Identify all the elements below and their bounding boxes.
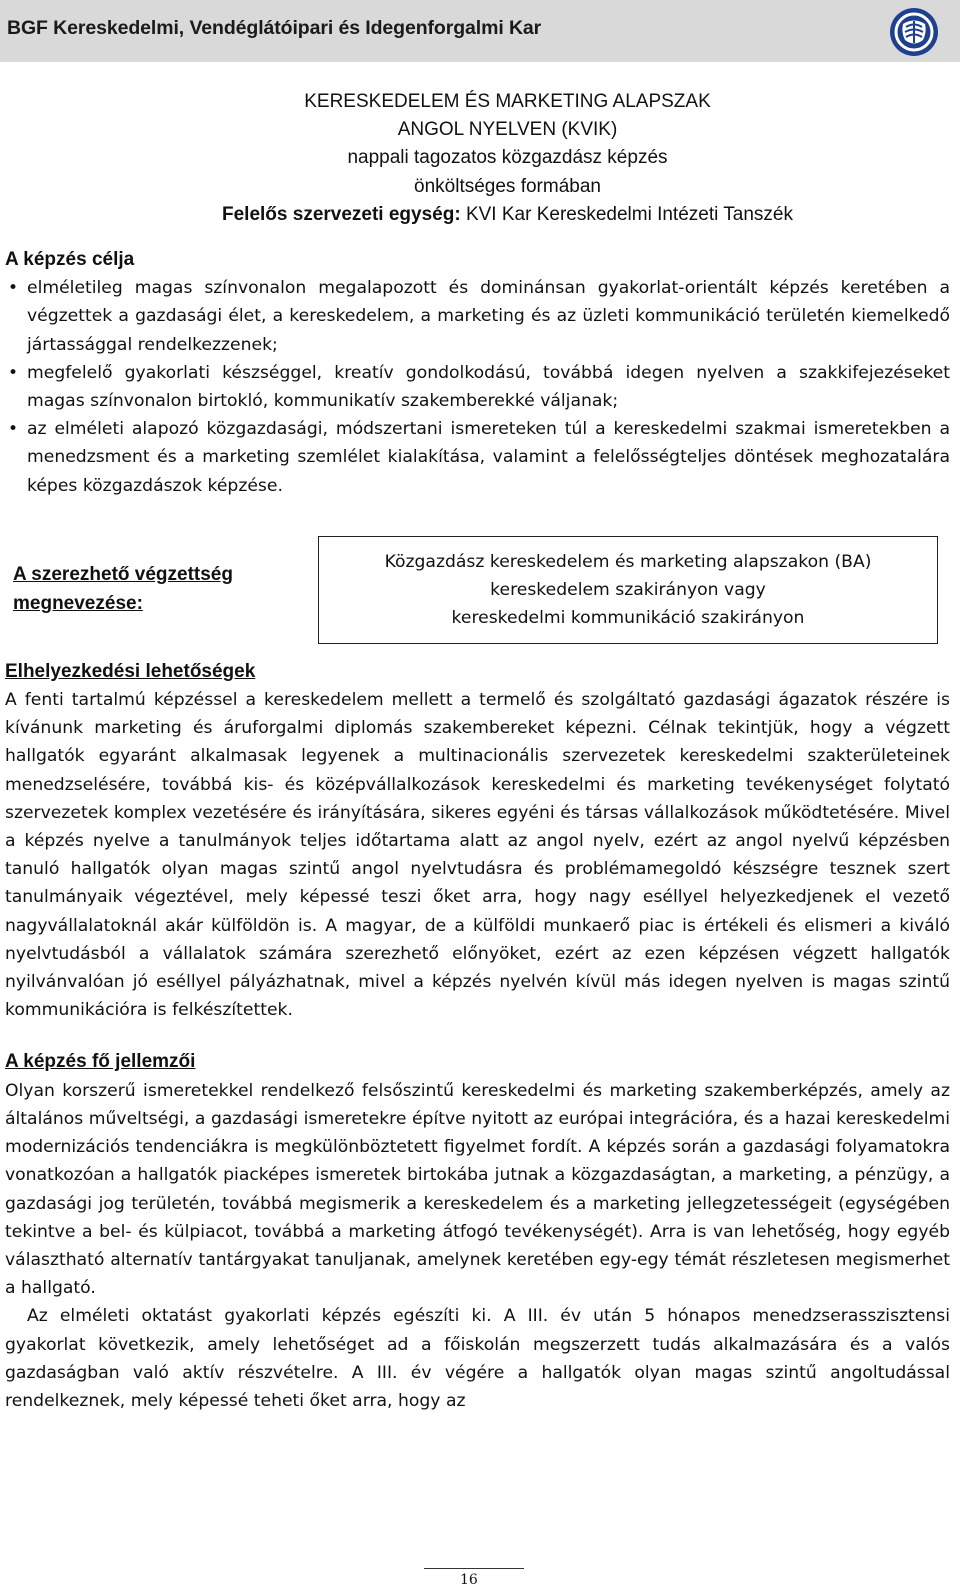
features-heading: A képzés fő jellemzői: [5, 1051, 196, 1073]
responsible-unit-value: KVI Kar Kereskedelmi Intézeti Tanszék: [460, 203, 793, 225]
institution-name: BGF Kereskedelmi, Vendéglátóipari és Idegenforgalmi Kar: [7, 17, 542, 39]
degree-name-line: kereskedelem szakirányon vagy: [490, 580, 766, 601]
program-type: nappali tagozatos közgazdász képzés: [347, 147, 668, 169]
page-number: 16: [460, 1572, 478, 1588]
features-section: [5, 1048, 950, 1415]
features-paragraph: Olyan korszerű ismeretekkel rendelkező felsőszintű kereskedelmi és marketing szakemberképzés, amely az általános műveltségi, a gazdasági ismeretekre építve nyitott az európai integrációra, és a hazai kereskedelmi modernizációs tendenciákra is megkülönböztetett figyelmet fordít. A képzés során a gazdasági folyamatokra vonatkozóan a hallgatók piacképes ismeretek birtokába jutnak a közgazdaságtan, a marketing, a pénzügy, a gazdasági jog területén, továbbá megismerik a kereskedelem és a marketing jellegzetességeit (egységében tekintve a bel- és külpiacot, továbbá a marketing átfogó tevékenységét). Arra is van lehetőség, hogy egyéb választható alternatív tantárgyakat tanuljanak, amelynek keretében egy-egy témát részletesen megismerhet a hallgató.: [5, 1080, 950, 1299]
degree-name-line: Közgazdász kereskedelem és marketing alapszakon (BA): [384, 551, 872, 572]
program-subtitle: ANGOL NYELVEN (KVIK): [397, 119, 618, 141]
responsible-unit: [65, 201, 950, 229]
degree-box: [318, 536, 938, 644]
goals-heading: A képzés célja: [5, 249, 135, 271]
program-title: KERESKEDELEM ÉS MARKETING ALAPSZAK: [304, 91, 711, 112]
employment-section: [5, 658, 950, 1025]
goals-list: [5, 274, 950, 500]
employment-heading: Elhelyezkedési lehetőségek: [5, 660, 256, 682]
degree-label: [13, 560, 233, 618]
goal-item: • megfelelő gyakorlati készséggel, kreatív gondolkodású, továbbá idegen nyelven a szakkifejezéseket magas színvonalon birtokló, kommunikatív szakemberekké váljanak;: [27, 359, 950, 415]
program-title-block: [5, 88, 950, 229]
employment-text: A fenti tartalmú képzéssel a kereskedelem mellett a termelő és szolgáltató gazdasági ágazatok részére is kívánunk marketing és áruforgalmi diplomás szakembereket képezni. Célnak tekintjük, hogy a végzett hallgatók egyaránt alkalmasak legyenek a multinacionális szervezetek kereskedelmi szakterületeinek menedzselésére, továbbá kis- és középvállalkozások kereskedelmi és marketing tevékenységet folytató szervezetek komplex vezetésére és irányítására, sikeres egyéni és társas vállalkozások működtetésére. Mivel a képzés nyelve a tanulmányok teljes időtartama alatt az angol nyelv, ezért az angol nyelvű képzésben tanuló hallgatók olyan magas szintű angol nyelvtudásra és problémamegoldó készségre tesznek szert tanulmányaik végeztével, mely képessé teszi őket arra, hogy nagy eséllyel helyezkedjenek el vezető nagyvállalatoknál akár külföldön is. A magyar, de a külföldi munkaerő piac is értékeli és elismeri a kiváló nyelvtudásból a vállalatok számára szerezhető előnyöket, ezért az ezen képzésen végzett hallgatók nyilvánvalóan jó eséllyel pályázhatnak, mivel a képzés nyelvén kívül más idegen nyelven is magas szintű kommunikációra is felkészítettek.: [5, 690, 950, 1021]
degree-label-line: megnevezése:: [13, 592, 143, 614]
degree-name-line: kereskedelmi kommunikáció szakirányon: [451, 608, 805, 629]
goal-item: • elméletileg magas színvonalon megalapozott és dominánsan gyakorlat-orientált képzés keretében a végzettek a gazdasági élet, a kereskedelem, a marketing és az üzleti kommunikáció területén kiemelkedő jártassággal rendelkezzenek;: [27, 274, 950, 359]
footer-rule: [424, 1568, 524, 1569]
program-financing: önköltséges formában: [414, 175, 601, 197]
bgf-globe-logo-icon: [889, 7, 939, 57]
goal-item: • az elméleti alapozó közgazdasági, módszertani ismereteken túl a kereskedelmi szakmai ismeretekben a menedzsment és a marketing szemlélet kialakítása, valamint a felelősségteljes döntések meghozatalára képes közgazdászok képzése.: [27, 415, 950, 500]
goals-section: [5, 246, 950, 500]
degree-label-line: A szerezhető végzettség: [13, 563, 233, 585]
features-paragraph: Az elméleti oktatást gyakorlati képzés egészíti ki. A III. év után 5 hónapos menedzserasszisztensi gyakorlat következik, amely lehetőséget ad a főiskolán megszerzett tudás alkalmazására és a valós gazdaságban való aktív részvételre. A III. év végére a hallgatók olyan magas szintű angoltudással rendelkeznek, mely képessé teheti őket arra, hogy az: [5, 1306, 950, 1411]
degree-section: [5, 536, 950, 648]
document-body: [5, 88, 950, 1415]
responsible-unit-label: Felelős szervezeti egység:: [222, 203, 461, 225]
